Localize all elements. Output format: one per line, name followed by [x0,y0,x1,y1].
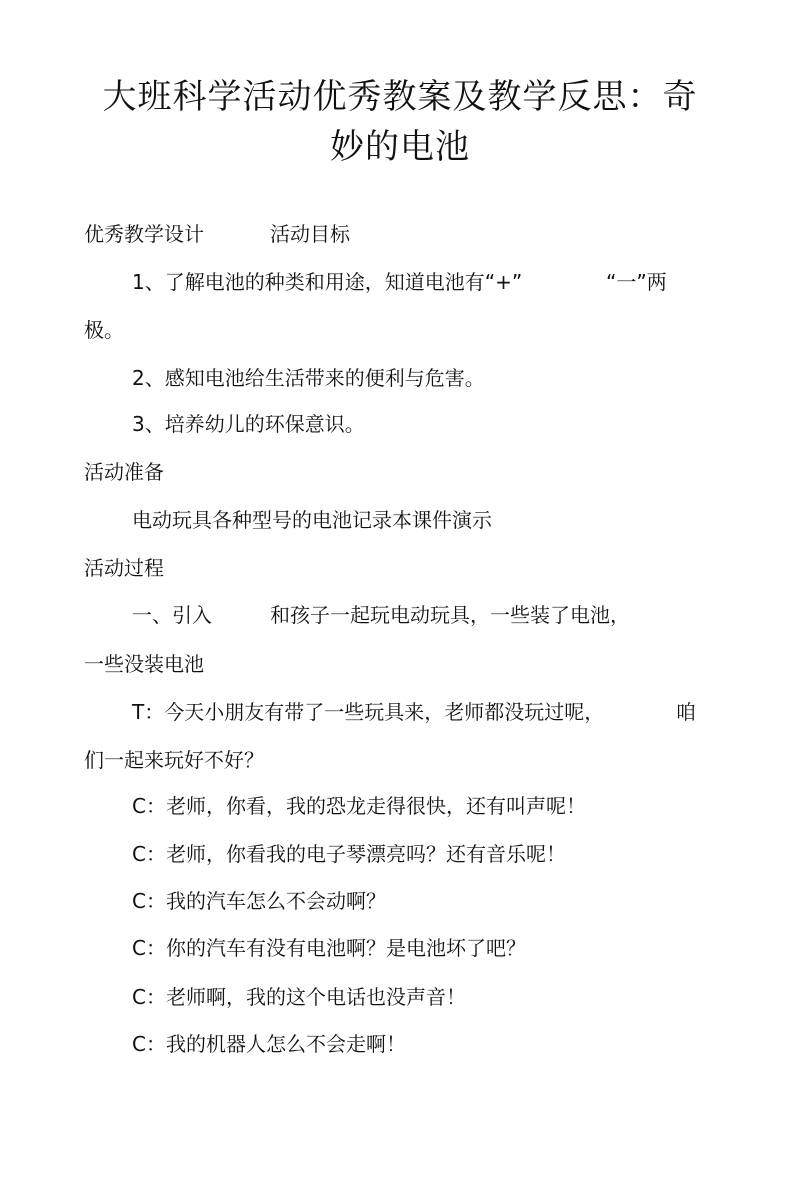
goal-3-text: 3、培养幼儿的环保意识。 [132,412,365,436]
section-heading-prep: 活动准备 [84,460,164,484]
dialogue-child-2: C：老师，你看我的电子琴漂亮吗？还有音乐呢！ [132,842,566,866]
dialogue-child-3: C：我的汽车怎么不会动啊？ [132,889,386,913]
dialogue-teacher-1: T：今天小朋友有带了一些玩具来，老师都没玩过呢， [132,700,605,724]
prep-text: 电动玩具各种型号的电池记录本课件演示 [132,508,492,532]
intro-label: 一、引入 [132,603,212,627]
dialogue-teacher-1-continuation: 们一起来玩好不好？ [84,748,264,772]
title-line-1: 大班科学活动优秀教案及教学反思：奇 [102,77,698,117]
dialogue-child-4: C：你的汽车有没有电池啊？是电池坏了吧？ [132,936,526,960]
goal-1-text-end: “一”两 [606,270,667,294]
section-heading-process: 活动过程 [84,556,164,580]
intro-text: 和孩子一起玩电动玩具，一些装了电池， [270,603,630,627]
title-line-2: 妙的电池 [330,127,470,167]
dialogue-teacher-1-end: 咱 [676,700,696,724]
intro-continuation: 一些没装电池 [84,652,204,676]
dialogue-child-1: C：老师，你看，我的恐龙走得很快，还有叫声呢！ [132,794,586,818]
goal-2-text: 2、感知电池给生活带来的便利与危害。 [132,366,485,390]
goal-1-continuation: 极。 [84,318,124,342]
section-heading-design: 优秀教学设计 [84,222,204,246]
dialogue-child-5: C：老师啊，我的这个电话也没声音！ [132,985,466,1009]
goal-1-text: 1、了解电池的种类和用途，知道电池有“+” [132,270,523,294]
dialogue-child-6: C：我的机器人怎么不会走啊！ [132,1032,406,1056]
section-heading-goals: 活动目标 [270,222,350,246]
